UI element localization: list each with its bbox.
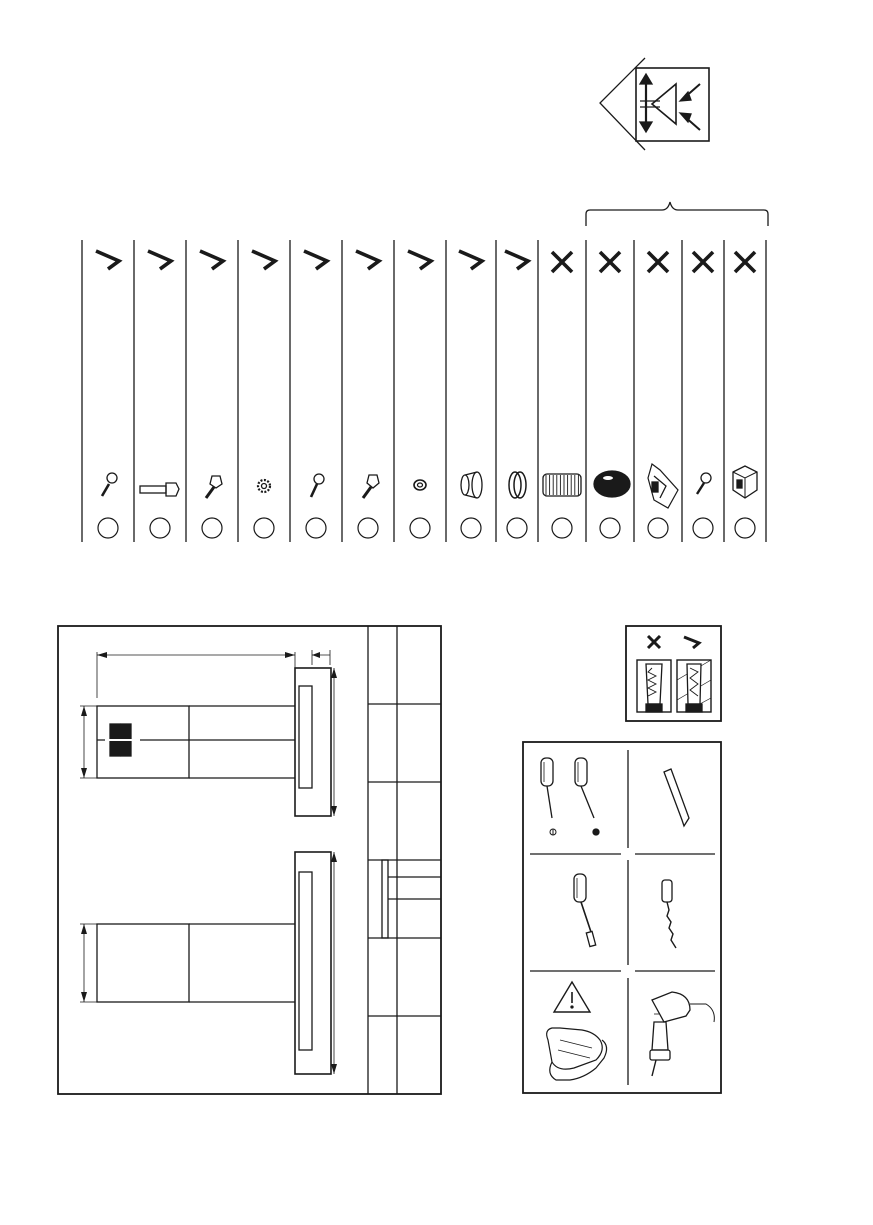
parts-column (648, 252, 678, 538)
clamp-icon (733, 466, 757, 498)
part-number-circle (254, 518, 274, 538)
parts-column (200, 251, 223, 538)
cross-mark-icon (693, 252, 713, 272)
bolt-hex-short-icon (206, 476, 222, 498)
cross-mark-icon (552, 252, 572, 272)
parts-column (140, 251, 179, 538)
part-number-circle (306, 518, 326, 538)
wall-bracket-icon (648, 464, 678, 508)
bolt-hex-icon (363, 475, 379, 498)
cross-mark-icon (735, 252, 755, 272)
check-mark-icon (304, 251, 327, 269)
filter-disc-icon (594, 471, 630, 497)
part-number-circle (358, 518, 378, 538)
check-mark-icon (148, 251, 171, 269)
pipe-adapter-icon (461, 472, 482, 498)
flexible-hose-icon (543, 474, 581, 496)
part-number-circle (552, 518, 572, 538)
parts-column (252, 251, 275, 538)
check-mark-icon (505, 251, 528, 269)
hood-extraction-arrows-icon (600, 58, 709, 150)
check-mark-icon (459, 251, 482, 269)
parts-column (304, 251, 327, 538)
power-drill-icon (650, 992, 714, 1076)
check-mark-icon (356, 251, 379, 269)
parts-table (82, 240, 766, 542)
flat-washer-icon (414, 480, 426, 490)
parts-column (505, 251, 528, 538)
pencil-icon (664, 769, 689, 826)
parts-column (543, 252, 581, 538)
parts-column (733, 252, 757, 538)
tools-box (523, 742, 721, 1093)
part-number-circle (98, 518, 118, 538)
screw-slotted-icon (311, 474, 324, 497)
part-number-circle (410, 518, 430, 538)
pipe-ring-icon (509, 472, 526, 498)
check-mark-icon (252, 251, 275, 269)
toothed-washer-icon (258, 480, 270, 492)
part-number-circle (150, 518, 170, 538)
nut-driver-icon (574, 874, 596, 947)
parts-column (459, 251, 482, 538)
bolt-long-icon (140, 483, 179, 496)
optional-parts-bracket (586, 202, 768, 226)
part-number-circle (461, 518, 481, 538)
safety-warning-gloves-icon (547, 982, 607, 1080)
check-mark-icon (96, 251, 119, 269)
wall-plug-box (626, 626, 721, 721)
part-number-circle (693, 518, 713, 538)
wall-plug-solid-wall-icon (677, 660, 711, 712)
screwdrivers-flat-and-cross-icon (541, 758, 599, 835)
part-number-circle (648, 518, 668, 538)
check-mark-icon (684, 637, 699, 648)
parts-column (356, 251, 379, 538)
cross-mark-icon (648, 252, 668, 272)
check-mark-icon (408, 251, 431, 269)
part-number-circle (202, 518, 222, 538)
hood-dimension-drawing (58, 626, 441, 1094)
part-number-circle (600, 518, 620, 538)
parts-column (408, 251, 431, 538)
cross-mark-icon (600, 252, 620, 272)
drill-bit-icon (662, 880, 676, 948)
parts-column (96, 251, 119, 538)
check-mark-icon (200, 251, 223, 269)
wall-plug-hollow-wall-icon (637, 660, 671, 712)
part-number-circle (507, 518, 527, 538)
screw-round-head-icon (102, 473, 117, 496)
small-screw-icon (697, 473, 711, 494)
part-number-circle (735, 518, 755, 538)
parts-column (594, 252, 630, 538)
parts-column (693, 252, 713, 538)
cross-mark-icon (648, 636, 660, 648)
